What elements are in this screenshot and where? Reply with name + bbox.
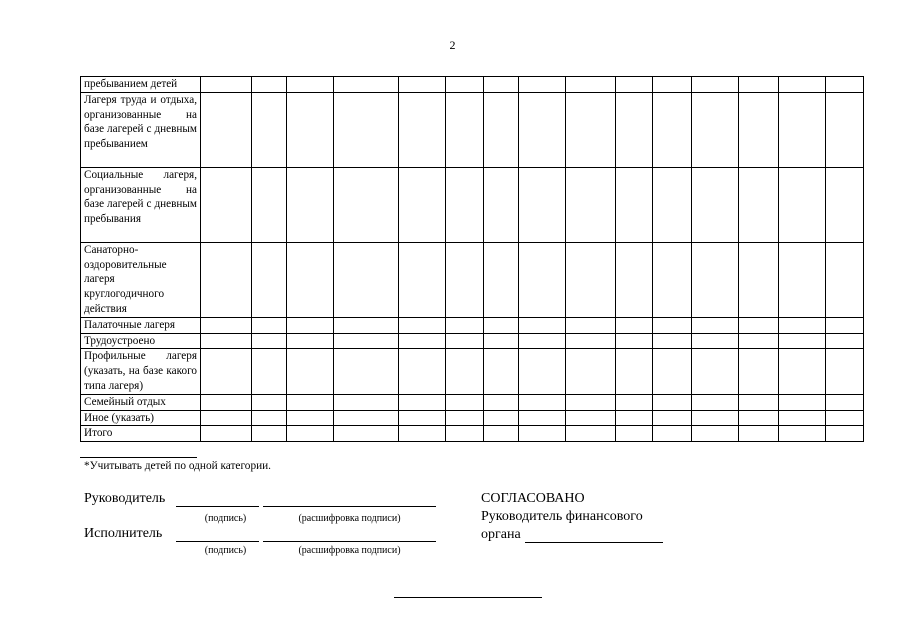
table-cell[interactable]: [739, 426, 779, 442]
table-cell[interactable]: [653, 410, 692, 426]
table-row: [81, 394, 864, 410]
executor-signature-caption: (подпись): [204, 545, 247, 556]
table-cell[interactable]: [653, 242, 692, 317]
table-cell[interactable]: [334, 394, 399, 410]
table-row: [81, 242, 864, 317]
row-label: Иное (указать): [81, 410, 201, 426]
table-cell[interactable]: [201, 92, 252, 167]
row-label: Лагеря труда и отдыха, организованные на базе лагерей с дневным пребыванием: [81, 92, 201, 167]
table-cell[interactable]: [566, 333, 616, 349]
table-cell[interactable]: [653, 349, 692, 394]
table-cell[interactable]: [334, 77, 399, 93]
table-row: [81, 349, 864, 394]
table-cell[interactable]: [252, 349, 287, 394]
table-cell[interactable]: [692, 394, 739, 410]
table-row: [81, 410, 864, 426]
table-row: [81, 92, 864, 167]
table-cell[interactable]: [739, 242, 779, 317]
table-cell[interactable]: [826, 349, 864, 394]
table-cell[interactable]: [201, 426, 252, 442]
table-cell[interactable]: [287, 410, 334, 426]
table-cell[interactable]: [739, 317, 779, 333]
table-cell[interactable]: [201, 333, 252, 349]
table-row: [81, 317, 864, 333]
table-cell[interactable]: [399, 167, 446, 242]
table-cell[interactable]: [616, 77, 653, 93]
table-cell[interactable]: [399, 349, 446, 394]
table-cell[interactable]: [826, 333, 864, 349]
table-cell[interactable]: [519, 77, 566, 93]
table-cell[interactable]: [826, 410, 864, 426]
table-cell[interactable]: [566, 167, 616, 242]
table-cell[interactable]: [653, 317, 692, 333]
table-cell[interactable]: [566, 92, 616, 167]
head-signature-caption: (подпись): [204, 513, 247, 524]
table-cell[interactable]: [826, 317, 864, 333]
table-cell[interactable]: [399, 92, 446, 167]
table-cell[interactable]: [826, 394, 864, 410]
table-cell[interactable]: [566, 317, 616, 333]
table-cell[interactable]: [653, 394, 692, 410]
table-cell[interactable]: [446, 317, 484, 333]
table-cell[interactable]: [446, 242, 484, 317]
table-cell[interactable]: [616, 167, 653, 242]
approval-line-1: Руководитель финансового: [481, 509, 643, 524]
table-cell[interactable]: [399, 410, 446, 426]
page-number: 2: [449, 38, 456, 52]
table-cell[interactable]: [779, 426, 826, 442]
table-cell[interactable]: [692, 317, 739, 333]
row-label: Семейный отдых: [81, 394, 201, 410]
table-cell[interactable]: [826, 167, 864, 242]
row-label: Трудоустроено: [81, 333, 201, 349]
table-cell[interactable]: [519, 317, 566, 333]
table-cell[interactable]: [334, 92, 399, 167]
table-cell[interactable]: [779, 394, 826, 410]
table-cell[interactable]: [334, 333, 399, 349]
table-cell[interactable]: [446, 92, 484, 167]
executor-decoding-line[interactable]: [263, 541, 436, 542]
head-decoding-caption: (расшифровка подписи): [298, 513, 401, 524]
table-cell[interactable]: [252, 317, 287, 333]
table-cell[interactable]: [484, 394, 519, 410]
table-cell[interactable]: [779, 317, 826, 333]
table-cell[interactable]: [252, 333, 287, 349]
table-cell[interactable]: [566, 394, 616, 410]
table-cell[interactable]: [653, 92, 692, 167]
table-cell[interactable]: [653, 426, 692, 442]
row-label: Итого: [81, 426, 201, 442]
table-cell[interactable]: [252, 242, 287, 317]
head-decoding-line[interactable]: [263, 506, 436, 507]
table-cell[interactable]: [399, 426, 446, 442]
table-cell[interactable]: [616, 349, 653, 394]
table-cell[interactable]: [201, 317, 252, 333]
table-cell[interactable]: [201, 349, 252, 394]
table-cell[interactable]: [446, 333, 484, 349]
table-row: [81, 77, 864, 93]
table-cell[interactable]: [566, 410, 616, 426]
table-cell[interactable]: [692, 426, 739, 442]
table-cell[interactable]: [334, 317, 399, 333]
table-cell[interactable]: [399, 242, 446, 317]
table-cell[interactable]: [739, 394, 779, 410]
table-cell[interactable]: [779, 92, 826, 167]
bottom-rule: [394, 597, 542, 598]
table-cell[interactable]: [334, 167, 399, 242]
table-cell[interactable]: [287, 333, 334, 349]
table-cell[interactable]: [252, 394, 287, 410]
table-cell[interactable]: [779, 167, 826, 242]
table-cell[interactable]: [779, 410, 826, 426]
table-cell[interactable]: [519, 426, 566, 442]
table-cell[interactable]: [692, 349, 739, 394]
executor-label: Исполнитель: [84, 526, 163, 541]
row-label: Профильные лагеря (указать, на базе какого типа лагеря): [81, 349, 201, 394]
head-signature-line[interactable]: [176, 506, 259, 507]
table-cell[interactable]: [252, 410, 287, 426]
table-cell[interactable]: [566, 349, 616, 394]
table-cell[interactable]: [826, 77, 864, 93]
table-cell[interactable]: [484, 167, 519, 242]
table-cell[interactable]: [566, 242, 616, 317]
table-cell[interactable]: [519, 333, 566, 349]
table-cell[interactable]: [446, 77, 484, 93]
table-cell[interactable]: [826, 92, 864, 167]
table-cell[interactable]: [484, 92, 519, 167]
approval-title: СОГЛАСОВАНО: [481, 491, 585, 506]
table-cell[interactable]: [826, 426, 864, 442]
table-cell[interactable]: [616, 333, 653, 349]
table-cell[interactable]: [484, 426, 519, 442]
table-cell[interactable]: [287, 167, 334, 242]
table-cell[interactable]: [692, 77, 739, 93]
table-cell[interactable]: [779, 333, 826, 349]
table-cell[interactable]: [287, 92, 334, 167]
table-cell[interactable]: [287, 349, 334, 394]
approval-line-2: органа: [481, 527, 521, 542]
table-cell[interactable]: [399, 317, 446, 333]
table-cell[interactable]: [484, 349, 519, 394]
table-cell[interactable]: [653, 333, 692, 349]
table-cell[interactable]: [201, 167, 252, 242]
table-cell[interactable]: [779, 242, 826, 317]
table-cell[interactable]: [739, 333, 779, 349]
table-cell[interactable]: [653, 77, 692, 93]
table-cell[interactable]: [616, 242, 653, 317]
table-cell[interactable]: [252, 92, 287, 167]
table-cell[interactable]: [484, 333, 519, 349]
table-cell[interactable]: [334, 410, 399, 426]
executor-signature-line[interactable]: [176, 541, 259, 542]
table-cell[interactable]: [616, 394, 653, 410]
table-cell[interactable]: [446, 394, 484, 410]
table-cell[interactable]: [779, 77, 826, 93]
table-cell[interactable]: [484, 317, 519, 333]
table-cell[interactable]: [252, 426, 287, 442]
table-cell[interactable]: [399, 77, 446, 93]
table-cell[interactable]: [739, 410, 779, 426]
table-cell[interactable]: [287, 426, 334, 442]
table-cell[interactable]: [287, 394, 334, 410]
row-label: Палаточные лагеря: [81, 317, 201, 333]
table-cell[interactable]: [519, 92, 566, 167]
table-cell[interactable]: [826, 242, 864, 317]
table-cell[interactable]: [692, 242, 739, 317]
table-cell[interactable]: [484, 242, 519, 317]
table-cell[interactable]: [446, 426, 484, 442]
table-cell[interactable]: [566, 426, 616, 442]
table-cell[interactable]: [739, 349, 779, 394]
table-cell[interactable]: [334, 349, 399, 394]
table-cell[interactable]: [334, 242, 399, 317]
table-cell[interactable]: [566, 77, 616, 93]
table-cell[interactable]: [739, 92, 779, 167]
table-cell[interactable]: [334, 426, 399, 442]
row-label: Санаторно-оздоровительные лагеря круглогодичного действия: [81, 242, 201, 317]
footnote-divider: [80, 457, 197, 458]
table-cell[interactable]: [399, 333, 446, 349]
table-cell[interactable]: [739, 77, 779, 93]
table-cell[interactable]: [201, 394, 252, 410]
row-label: пребыванием детей: [81, 77, 201, 93]
table-cell[interactable]: [519, 349, 566, 394]
footnote: *Учитывать детей по одной категории.: [84, 460, 272, 472]
table-cell[interactable]: [201, 410, 252, 426]
table-row: [81, 167, 864, 242]
table-cell[interactable]: [653, 167, 692, 242]
table-cell[interactable]: [692, 167, 739, 242]
executor-decoding-caption: (расшифровка подписи): [298, 545, 401, 556]
table-cell[interactable]: [287, 317, 334, 333]
report-table: [80, 76, 864, 442]
table-cell[interactable]: [692, 92, 739, 167]
table-cell[interactable]: [519, 410, 566, 426]
table-cell[interactable]: [616, 426, 653, 442]
table-cell[interactable]: [201, 77, 252, 93]
table-cell[interactable]: [616, 92, 653, 167]
table-cell[interactable]: [779, 349, 826, 394]
table-cell[interactable]: [519, 167, 566, 242]
head-label: Руководитель: [84, 491, 166, 506]
table-cell[interactable]: [616, 410, 653, 426]
table-cell[interactable]: [692, 410, 739, 426]
table-cell[interactable]: [739, 167, 779, 242]
table-cell[interactable]: [201, 242, 252, 317]
table-cell[interactable]: [446, 167, 484, 242]
table-cell[interactable]: [446, 349, 484, 394]
table-cell[interactable]: [519, 242, 566, 317]
table-cell[interactable]: [252, 77, 287, 93]
table-cell[interactable]: [616, 317, 653, 333]
table-cell[interactable]: [484, 410, 519, 426]
table-row: [81, 333, 864, 349]
row-label: Социальные лагеря, организованные на базе лагерей с дневным пребывания: [81, 167, 201, 242]
table-cell[interactable]: [484, 77, 519, 93]
table-cell[interactable]: [287, 77, 334, 93]
table-cell[interactable]: [446, 410, 484, 426]
table-cell[interactable]: [399, 394, 446, 410]
table-cell[interactable]: [692, 333, 739, 349]
table-row: [81, 426, 864, 442]
table-cell[interactable]: [287, 242, 334, 317]
table-cell[interactable]: [252, 167, 287, 242]
approval-signature-line[interactable]: [525, 542, 663, 543]
table-cell[interactable]: [519, 394, 566, 410]
